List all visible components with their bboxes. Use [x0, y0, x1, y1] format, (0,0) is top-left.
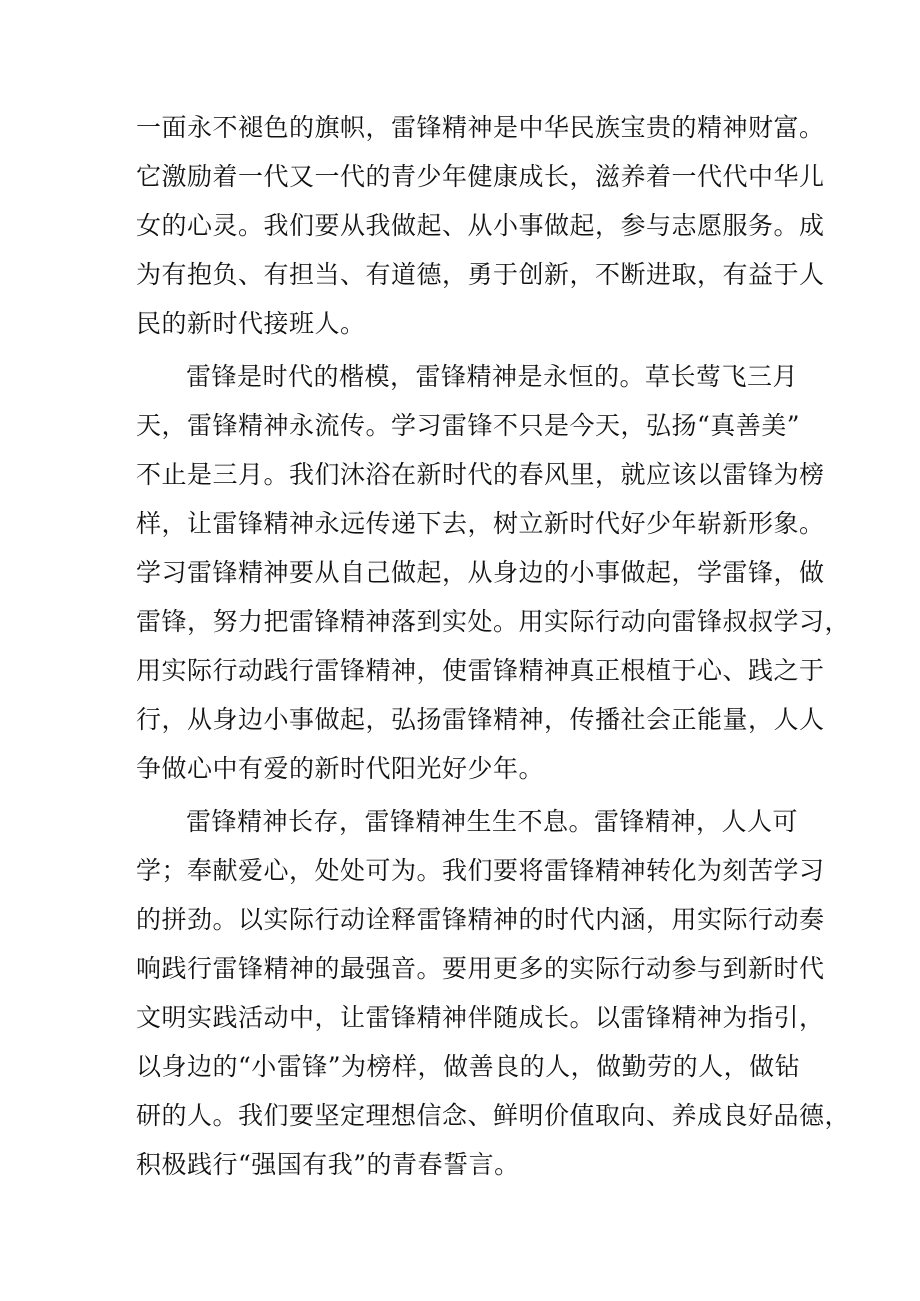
text-line: 不止是三月。我们沐浴在新时代的春风里，就应该以雷锋为榜 — [136, 460, 825, 489]
text-line: 的拼劲。以实际行动诠释雷锋精神的时代内涵，用实际行动奏 — [136, 905, 825, 934]
text-line: 学；奉献爱心，处处可为。我们要将雷锋精神转化为刻苦学习 — [136, 856, 825, 885]
text-line: 文明实践活动中，让雷锋精神伴随成长。以雷锋精神为指引， — [136, 1003, 825, 1032]
text-line: 雷锋精神长存，雷锋精神生生不息。雷锋精神，人人可 — [186, 807, 799, 836]
text-line: 积极践行“强国有我”的青春誓言。 — [136, 1150, 520, 1179]
text-line: 学习雷锋精神要从自己做起，从身边的小事做起，学雷锋，做 — [136, 558, 825, 587]
text-line: 研的人。我们要坚定理想信念、鲜明价值取向、养成良好品德， — [136, 1101, 851, 1130]
text-line: 争做心中有爱的新时代阳光好少年。 — [136, 754, 545, 783]
text-line: 响践行雷锋精神的最强音。要用更多的实际行动参与到新时代 — [136, 954, 825, 983]
paragraph-2 — [136, 352, 851, 793]
text-line: 它激励着一代又一代的青少年健康成长，滋养着一代代中华儿 — [136, 162, 825, 191]
text-line: 一面永不褪色的旗帜，雷锋精神是中华民族宝贵的精神财富。 — [136, 113, 825, 142]
text-line: 雷锋，努力把雷锋精神落到实处。用实际行动向雷锋叔叔学习， — [136, 607, 851, 636]
text-line: 用实际行动践行雷锋精神，使雷锋精神真正根植于心、践之于 — [136, 656, 825, 685]
paragraph-3 — [136, 797, 851, 1189]
document-body — [136, 103, 851, 1189]
text-line: 为有抱负、有担当、有道德，勇于创新，不断进取，有益于人 — [136, 260, 825, 289]
text-line: 行，从身边小事做起，弘扬雷锋精神，传播社会正能量，人人 — [136, 705, 825, 734]
text-line: 民的新时代接班人。 — [136, 309, 366, 338]
text-line: 样，让雷锋精神永远传递下去，树立新时代好少年崭新形象。 — [136, 509, 825, 538]
text-line: 天，雷锋精神永流传。学习雷锋不只是今天，弘扬“真善美” — [136, 411, 801, 440]
text-line: 以身边的“小雷锋”为榜样，做善良的人，做勤劳的人，做钻 — [136, 1052, 801, 1081]
paragraph-1 — [136, 103, 825, 348]
text-line: 女的心灵。我们要从我做起、从小事做起，参与志愿服务。成 — [136, 211, 825, 240]
text-line: 雷锋是时代的楷模，雷锋精神是永恒的。草长莺飞三月 — [186, 362, 799, 391]
